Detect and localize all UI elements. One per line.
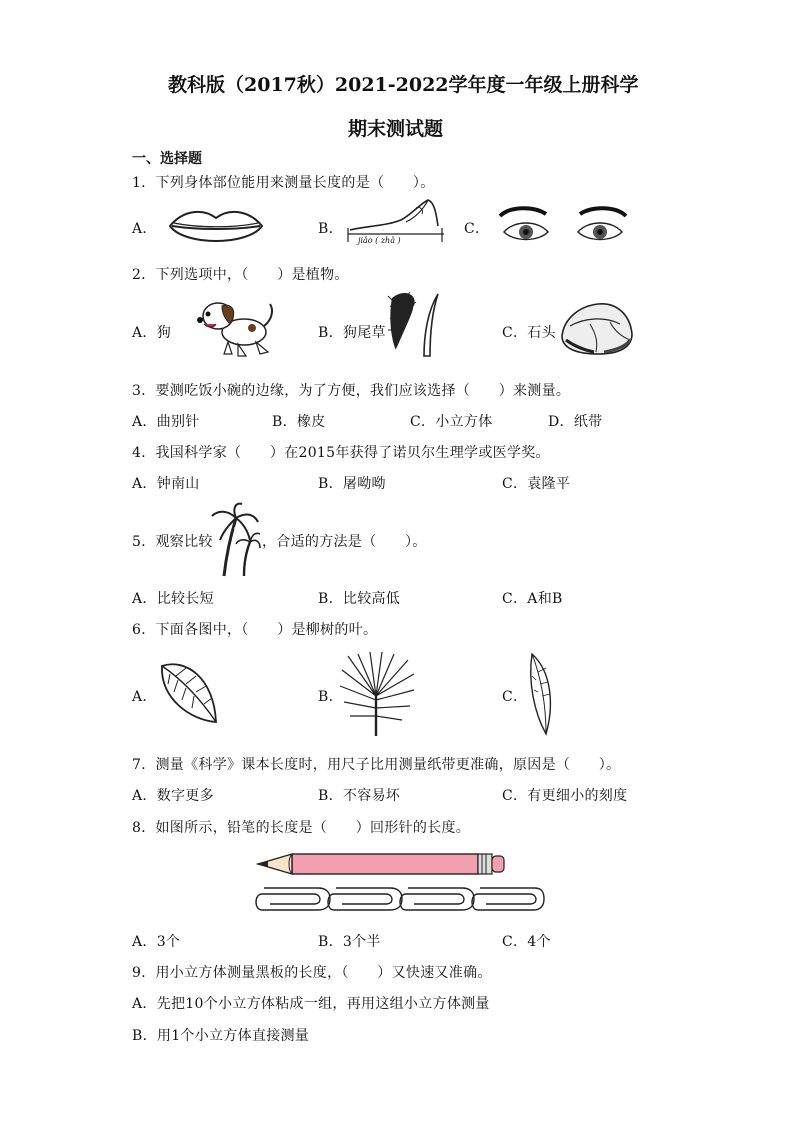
q3-option-d: D．纸带 [548, 414, 603, 430]
q4-option-b: B．屠呦呦 [318, 476, 386, 492]
question-6: 6．下面各图中，（ ）是柳树的叶。 [132, 622, 378, 638]
q1-option-b: B． [318, 221, 343, 237]
q3-option-b: B．橡皮 [272, 414, 326, 430]
q5-option-a: A．比较长短 [132, 591, 214, 607]
section-heading: 一、选择题 [132, 151, 202, 167]
q8-option-c: C．4个 [502, 934, 551, 950]
q6-option-b: B． [318, 689, 343, 705]
foot-caption: jiǎo ( zhǎ ) [358, 236, 401, 245]
question-5-part1: 5．观察比较 [132, 534, 213, 550]
q9-option-b: B．用1个小立方体直接测量 [132, 1028, 310, 1044]
question-8: 8．如图所示，铅笔的长度是（ ）回形针的长度。 [132, 820, 471, 836]
q8-option-b: B．3个半 [318, 934, 381, 950]
q1-option-a: A． [132, 221, 157, 237]
question-1: 1．下列身体部位能用来测量长度的是（ ）。 [132, 175, 435, 191]
q6-option-c: C． [502, 689, 528, 705]
question-2: 2．下列选项中，（ ）是植物。 [132, 267, 349, 283]
q3-option-c: C．小立方体 [410, 414, 493, 430]
eyes-image [498, 206, 628, 248]
page-title-line1: 教科版（2017秋）2021-2022学年度一年级上册科学 [168, 74, 639, 96]
question-3: 3．要测吃饭小碗的边缘，为了方便，我们应该选择（ ）来测量。 [132, 383, 571, 399]
q2-option-a: A．狗 [132, 325, 172, 341]
q2-option-b: B．狗尾草 [318, 325, 386, 341]
q8-option-a: A．3个 [132, 934, 181, 950]
palm-trees-image [210, 502, 262, 578]
question-9: 9．用小立方体测量黑板的长度，（ ）又快速又准确。 [132, 965, 492, 981]
foxtail-grass-image [384, 290, 444, 358]
q6-option-a: A． [132, 689, 157, 705]
q9-option-a: A．先把10个小立方体粘成一组，再用这组小立方体测量 [132, 996, 490, 1012]
paper-clips-image [254, 884, 544, 914]
q7-option-a: A．数字更多 [132, 788, 214, 804]
q1-option-c: C． [464, 221, 490, 237]
question-5-part2: ，合适的方法是（ ）。 [262, 534, 427, 550]
q7-option-c: C．有更细小的刻度 [502, 788, 628, 804]
q2-option-c: C．石头 [502, 325, 556, 341]
q4-option-a: A．钟南山 [132, 476, 200, 492]
serrated-leaf-image [156, 658, 220, 726]
question-7: 7．测量《科学》课本长度时，用尺子比用测量纸带更准确，原因是（ ）。 [132, 757, 621, 773]
q4-option-c: C．袁隆平 [502, 476, 571, 492]
question-4: 4．我国科学家（ ）在2015年获得了诺贝尔生理学或医学奖。 [132, 445, 550, 461]
pine-needles-image [340, 652, 416, 736]
page-title-line2: 期末测试题 [348, 118, 444, 140]
stone-image [560, 300, 634, 356]
willow-leaf-image [526, 652, 556, 736]
q5-option-c: C．A和B [502, 591, 563, 607]
q5-option-b: B．比较高低 [318, 591, 401, 607]
q7-option-b: B．不容易坏 [318, 788, 401, 804]
pencil-image [256, 850, 506, 878]
q3-option-a: A．曲别针 [132, 414, 200, 430]
dog-image [196, 294, 278, 360]
lips-image [168, 206, 264, 248]
